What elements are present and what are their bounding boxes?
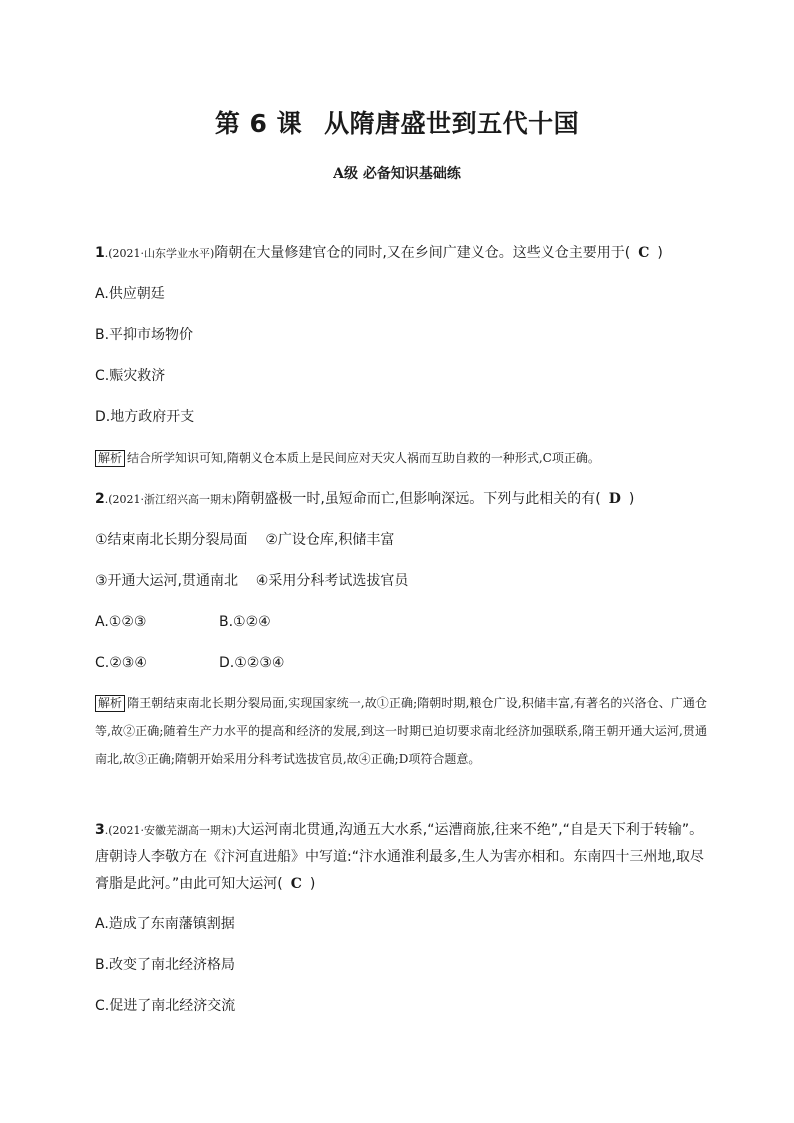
answer-key: D <box>608 491 621 507</box>
explanation-tag: 解析 <box>95 450 125 467</box>
explanation-2 <box>95 689 707 773</box>
lesson-number: 第 6 课 <box>214 109 303 138</box>
lesson-name: 从隋唐盛世到五代十国 <box>324 109 580 138</box>
question-3-stem: 3.(2021·安徽芜湖高一期末)大运河南北贯通,沟通五大水系,“运漕商旅,往来不绝”,“自是天下利于转输”。唐朝诗人李敬方在《汴河直进船》中写道:“汴水通淮利最多,生人为害亦相和。东南四十三州地,取尽膏脂是此河。”由此可知大运河( C ) <box>95 817 709 898</box>
answer-key: C <box>290 876 302 892</box>
option-c: C.促进了南北经济交流 <box>95 998 236 1014</box>
section-subtitle: A级 必备知识基础练 <box>333 166 461 182</box>
answer-key: C <box>638 245 650 261</box>
option-d: D.①②③④ <box>219 655 285 671</box>
option-a: A.供应朝廷 <box>95 286 165 302</box>
question-number: 2 <box>95 491 105 507</box>
explanation-tag: 解析 <box>95 695 125 712</box>
option-b: B.改变了南北经济格局 <box>95 957 236 973</box>
question-number: 3 <box>95 822 105 838</box>
question-source: .(2021·安徽芜湖高一期末) <box>104 824 237 837</box>
page-title <box>0 104 794 140</box>
option-b: B.①②④ <box>219 614 271 630</box>
question-2-stem: 2.(2021·浙江绍兴高一期末)隋朝盛极一时,虽短命而亡,但影响深远。下列与此相关的有( D ) <box>95 491 635 507</box>
option-c: C.赈灾救济 <box>95 368 166 384</box>
statement-line-1: ①结束南北长期分裂局面 ②广设仓库,积储丰富 <box>95 532 395 548</box>
option-a: A.①②③ <box>95 614 147 630</box>
question-text: 隋朝盛极一时,虽短命而亡,但影响深远。下列与此相关的有( <box>236 491 601 507</box>
question-text: 大运河南北贯通,沟通五大水系,“运漕商旅,往来不绝”,“自是天下利于转输”。唐朝诗人李敬方在《汴河直进船》中写道:“汴水通淮利最多,生人为害亦相和。东南四十三州地,取尽膏脂是此河。”由此可知大运河( <box>95 822 704 892</box>
option-b: B.平抑市场物价 <box>95 327 194 343</box>
question-source: .(2021·浙江绍兴高一期末) <box>104 493 237 506</box>
option-d: D.地方政府开支 <box>95 409 195 425</box>
question-1-stem: 1.(2021·山东学业水平)隋朝在大量修建官仓的同时,又在乡间广建义仓。这些义仓主要用于( C ) <box>95 245 663 261</box>
explanation-text: 隋王朝结束南北长期分裂局面,实现国家统一,故①正确;隋朝时期,粮仓广设,积储丰富,有著名的兴洛仓、广通仓等,故②正确;随着生产力水平的提高和经济的发展,到这一时期已迫切要求南北经济加强联系,隋王朝开通大运河,贯通南北,故③正确;隋朝开始采用分科考试选拔官员,故④正确;D项符合题意。 <box>95 696 707 766</box>
question-source: .(2021·山东学业水平) <box>104 247 215 260</box>
explanation-1 <box>95 444 707 472</box>
statement-line-2: ③开通大运河,贯通南北 ④采用分科考试选拔官员 <box>95 573 409 589</box>
option-c: C.②③④ <box>95 655 147 671</box>
question-text: 隋朝在大量修建官仓的同时,又在乡间广建义仓。这些义仓主要用于( <box>214 245 631 261</box>
question-number: 1 <box>95 245 105 261</box>
explanation-text: 结合所学知识可知,隋朝义仓本质上是民间应对天灾人祸而互助自救的一种形式,C项正确。 <box>127 451 600 465</box>
option-a: A.造成了东南藩镇割据 <box>95 916 235 932</box>
